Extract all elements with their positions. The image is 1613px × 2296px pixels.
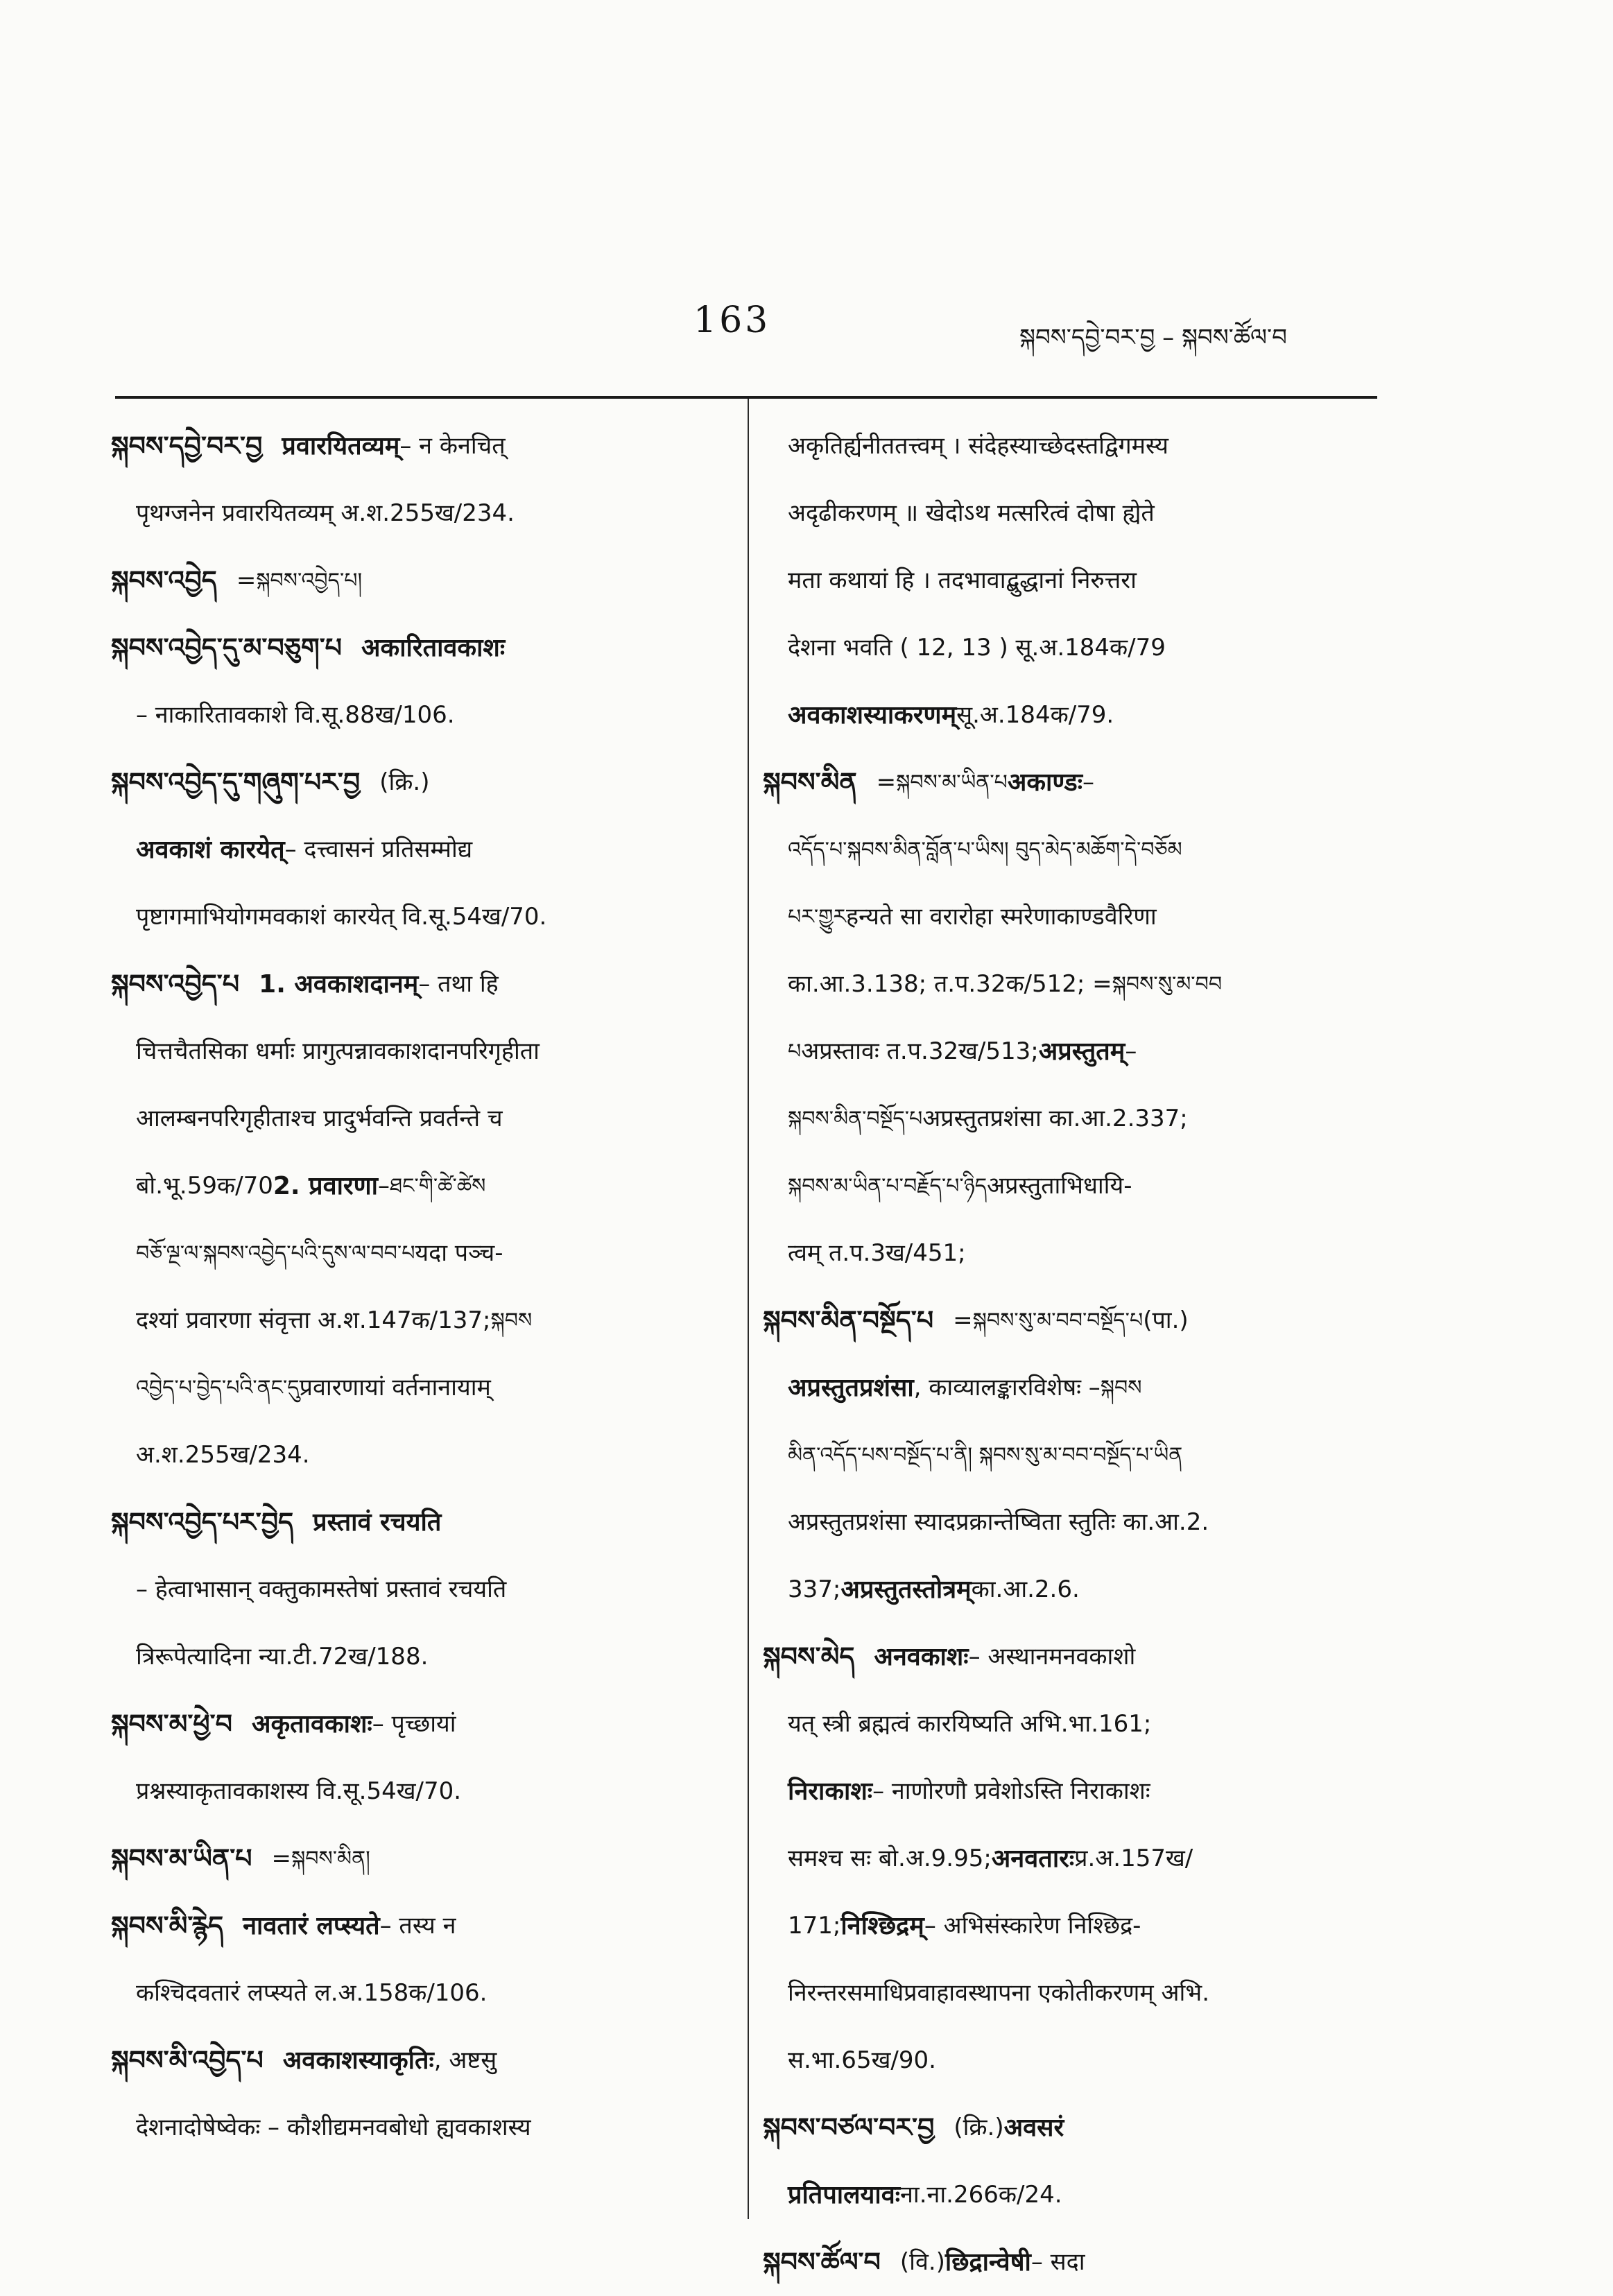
sanskrit-term: 2. प्रवारणा [273, 1171, 379, 1200]
text-segment: , अष्टसु [433, 2046, 497, 2075]
entry-text-line [763, 1220, 1359, 1287]
text-segment: यदा पञ्च- [415, 1239, 503, 1268]
text-segment: चित्तचैतसिका धर्माः प्रागुत्पन्नावकाशदानपरिगृहीता [136, 1037, 540, 1066]
sanskrit-term: अप्रस्तुतस्तोत्रम् [840, 1575, 972, 1604]
tibetan-headword: སྐབས་འབྱེད་དུ་གཞུག་པར་བྱ [111, 766, 361, 797]
entry-headword-line [111, 547, 721, 614]
text-segment: कश्चिदवतारं लप्स्यते ल.अ.158क/106. [136, 1979, 488, 2008]
text-segment: प्र.अ.157ख/ [1074, 1845, 1193, 1873]
tibetan-headword: སྐབས་མི་འབྱེད་པ [111, 2044, 264, 2075]
tibetan-headword: སྐབས་མ་ཡིན་པ [111, 1842, 252, 1874]
text-segment: = [953, 1306, 973, 1335]
entry-text-line [111, 883, 721, 951]
entry-headword-line [111, 1489, 721, 1556]
entry-text-line [111, 1960, 721, 2027]
text-segment: (पा.) [1143, 1306, 1189, 1335]
sanskrit-term: 1. अवकाशदानम् [259, 969, 419, 999]
entry-text-line [763, 1085, 1359, 1153]
tibetan-text: སྐབས [1100, 1375, 1142, 1400]
tibetan-headword: སྐབས་དབྱེ་བར་བྱ [111, 430, 263, 461]
sanskrit-term: प्रस्तावं रचयति [313, 1508, 442, 1537]
text-segment: त्रिरूपेत्यादिना न्या.टी.72ख/188. [136, 1643, 429, 1671]
text-segment: – तस्य न [379, 1912, 456, 1940]
sanskrit-term: निराकाशः [788, 1777, 873, 1806]
tibetan-headword: སྐབས་འབྱེད་པ [111, 968, 240, 999]
text-segment: – [1125, 1037, 1137, 1066]
sanskrit-term: अनवतारः [991, 1844, 1075, 1873]
tibetan-headword: སྐབས་མེད [763, 1641, 855, 1672]
entry-text-line [111, 816, 721, 883]
text-segment: मता कथायां हि । तदभावाद्बुद्धानां निरुत्तरा [788, 567, 1137, 595]
tibetan-text: སྐབས [490, 1308, 533, 1333]
tibetan-headword: སྐབས་བཙལ་བར་བྱ [763, 2112, 935, 2143]
sanskrit-term: अवसरं [1003, 2113, 1064, 2142]
text-segment: आलम्बनपरिगृहीताश्च प्रादुर्भवन्ति प्रवर्तन्ते च [136, 1105, 503, 1133]
entry-text-line [763, 1153, 1359, 1220]
text-segment: अप्रस्तुतप्रशंसा का.आ.2.337; [922, 1105, 1188, 1133]
right-column [763, 413, 1359, 2296]
entry-text-line [111, 1758, 721, 1825]
text-segment: का.आ.3.138; त.प.32क/512; = [788, 970, 1112, 999]
entry-headword-line [763, 2094, 1359, 2161]
text-segment: = [876, 768, 897, 797]
sanskrit-term: अप्रस्तुतम् [1038, 1037, 1125, 1066]
sanskrit-term: नावतारं लप्स्यते [243, 1911, 380, 1940]
text-segment: दश्यां प्रवारणा संवृत्ता अ.श.147क/137; [136, 1306, 491, 1335]
entry-headword-line [111, 614, 721, 682]
text-segment: पृष्टागमाभियोगमवकाशं कारयेत् वि.सू.54ख/70. [136, 903, 547, 931]
entry-text-line [763, 883, 1359, 951]
entry-text-line [763, 1354, 1359, 1422]
text-segment: – नाणोरणौ प्रवेशोऽस्ति निराकाशः [872, 1777, 1150, 1806]
header-rule [115, 396, 1377, 399]
tibetan-text: པ [788, 1039, 802, 1064]
tibetan-text: པར་གྱུར [788, 904, 847, 929]
sanskrit-term: प्रतिपालयावः [788, 2180, 901, 2209]
entry-text-line [763, 1691, 1359, 1758]
tibetan-text: ཐང་གི་ཚེ་ཚེས [390, 1173, 486, 1198]
text-segment: – अस्थानमनवकाशो [968, 1643, 1136, 1671]
tibetan-text: སྐབས་འབྱེད་པ། [256, 568, 363, 593]
text-segment: = [236, 567, 257, 595]
text-segment: यत् स्त्री ब्रह्मत्वं कारयिष्यति अभि.भा.161; [788, 1710, 1152, 1738]
entry-text-line [763, 480, 1359, 547]
tibetan-text: སྐབས་མ་ཡིན་པ་བརྗོད་པ་ཉིད [788, 1173, 987, 1198]
text-segment: त्वम् त.प.3ख/451; [788, 1239, 966, 1268]
tibetan-headword: སྐབས་མི་རྙེད [111, 1910, 224, 1941]
text-segment: अप्रस्तावः त.प.32ख/513; [801, 1037, 1039, 1066]
entry-text-line [763, 1556, 1359, 1623]
entry-text-line [111, 682, 721, 749]
text-segment: – हेत्वाभासान् वक्तुकामस्तेषां प्रस्तावं रचयति [136, 1576, 507, 1604]
text-segment: – अभिसंस्कारेण निश्छिद्र- [924, 1912, 1141, 1940]
text-segment: – दत्त्वासनं प्रतिसम्मोद्य [284, 836, 473, 864]
entry-text-line [111, 1085, 721, 1153]
text-segment: प्रश्नस्याकृतावकाशस्य वि.सू.54ख/70. [136, 1777, 462, 1806]
tibetan-headword: སྐབས་མིན་བསྔོད་པ [763, 1304, 934, 1336]
sanskrit-term: अवकाशस्याकृतिः [282, 2046, 434, 2075]
entry-text-line [111, 1220, 721, 1287]
entry-headword-line [763, 1623, 1359, 1691]
entry-text-line [111, 1623, 721, 1691]
sanskrit-term: अनवकाशः [874, 1642, 969, 1671]
entry-text-line [763, 413, 1359, 480]
text-segment: पृथग्जनेन प्रवारयितव्यम् अ.श.255ख/234. [136, 499, 515, 528]
entry-headword-line [763, 749, 1359, 816]
entry-text-line [763, 614, 1359, 682]
tibetan-text: སྐབས་མིན་བསྔོད་པ [788, 1106, 923, 1131]
tibetan-text: སྐབས་མ་ཡིན་པ [896, 770, 1008, 795]
sanskrit-term: अकारितावकाशः [361, 633, 506, 662]
entry-headword-line [111, 413, 721, 480]
tibetan-headword: སྐབས་མིན [763, 766, 857, 797]
entry-text-line [111, 1422, 721, 1489]
entry-text-line [111, 1556, 721, 1623]
text-segment: – सदा [1030, 2248, 1085, 2277]
tibetan-text: འབྱེད་པ་བྱེད་པའི་ནང་དུ [136, 1375, 300, 1400]
entry-text-line [763, 1960, 1359, 2027]
text-segment: अप्रस्तुतप्रशंसा स्यादप्रक्रान्तेष्विता स्तुतिः का.आ.2. [788, 1508, 1209, 1537]
text-segment: देशनादोषेष्वेकः – कौशीद्यमनवबोधो ह्यवकाशस्य [136, 2114, 531, 2142]
text-segment: , काव्यालङ्कारविशेषः – [913, 1374, 1101, 1402]
entry-headword-line [111, 2027, 721, 2094]
text-segment: अ.श.255ख/234. [136, 1441, 310, 1469]
entry-headword-line [111, 1825, 721, 1892]
text-segment: – [1082, 768, 1094, 797]
entry-text-line [763, 682, 1359, 749]
text-segment: – तथा हि [418, 970, 499, 999]
entry-text-line [763, 547, 1359, 614]
text-segment: (क्रि.) [954, 2114, 1004, 2142]
tibetan-headword: སྐབས་འབྱེད་པར་བྱེད [111, 1506, 294, 1537]
left-column [111, 413, 721, 2161]
entry-text-line [763, 1892, 1359, 1960]
text-segment: – [378, 1172, 390, 1200]
tibetan-headword: སྐབས་འབྱེད་དུ་མ་བཅུག་པ [111, 632, 343, 663]
text-segment: (क्रि.) [379, 768, 430, 797]
text-segment: स.भा.65ख/90. [788, 2046, 936, 2075]
text-segment: अप्रस्तुताभिधायि- [987, 1172, 1132, 1200]
tibetan-text: འདོད་པ་སྐབས་མིན་བློན་པ་ཡིས། བུད་མེད་མཆོག་དེ་བཅོམ [788, 837, 1182, 862]
entry-headword-line [111, 749, 721, 816]
entry-text-line [763, 2027, 1359, 2094]
text-segment: निरन्तरसमाधिप्रवाहावस्थापना एकोतीकरणम् अभि. [788, 1979, 1210, 2008]
text-segment: (वि.) [899, 2248, 945, 2277]
tibetan-headword: སྐབས་མ་ཕྱེ་བ [111, 1708, 232, 1739]
text-segment: 337; [788, 1576, 841, 1604]
entry-text-line [111, 1287, 721, 1354]
entry-text-line [763, 2161, 1359, 2229]
tibetan-text: མིན་འདོད་པས་བསྔོད་པ་ནི། སྐབས་སུ་མ་བབ་བསྔོད་པ་ཡིན [788, 1442, 1183, 1467]
entry-text-line [111, 480, 721, 547]
sanskrit-term: प्रवारयितव्यम् [282, 431, 400, 460]
tibetan-headword: སྐབས་འབྱེད [111, 564, 217, 596]
sanskrit-term: अवकाशं कारयेत् [136, 835, 285, 864]
sanskrit-term: अवकाशस्याकरणम् [788, 700, 957, 730]
entry-text-line [111, 1018, 721, 1085]
text-segment: अकृतिर्ह्यनीततत्त्वम् । संदेहस्याच्छेदस्तद्विगमस्य [788, 432, 1168, 460]
text-segment: अदृढीकरणम् ॥ खेदोऽथ मत्सरित्वं दोषा ह्येते [788, 499, 1155, 528]
entry-text-line [763, 1489, 1359, 1556]
entry-text-line [763, 1825, 1359, 1892]
sanskrit-term: अकाण्डः [1007, 768, 1082, 797]
text-segment: – नाकारितावकाशे वि.सू.88ख/106. [136, 701, 455, 730]
text-segment: देशना भवति ( 12, 13 ) सू.अ.184क/79 [788, 634, 1166, 662]
text-segment: समश्च सः बो.अ.9.95; [788, 1845, 992, 1873]
entry-headword-line [111, 1691, 721, 1758]
tibetan-text: སྐབས་མིན། [291, 1846, 370, 1871]
text-segment: का.आ.2.6. [971, 1576, 1080, 1604]
entry-text-line [763, 816, 1359, 883]
entry-headword-line [763, 1287, 1359, 1354]
sanskrit-term: निश्छिद्रम् [840, 1911, 924, 1940]
entry-text-line [111, 1354, 721, 1422]
entry-text-line [763, 1422, 1359, 1489]
sanskrit-term: अप्रस्तुतप्रशंसा [788, 1373, 914, 1402]
running-head: སྐབས་དབྱེ་བར་བྱ – སྐབས་ཚོལ་བ [1019, 324, 1287, 352]
text-segment: – पृच्छायां [372, 1710, 456, 1738]
entry-text-line [763, 1758, 1359, 1825]
text-segment: 171; [788, 1912, 841, 1940]
entry-text-line [111, 2094, 721, 2161]
text-segment: – न केनचित् [399, 432, 506, 460]
tibetan-text: སྐབས་སུ་མ་བབ་བསྔོད་པ [972, 1308, 1144, 1333]
entry-text-line [763, 951, 1359, 1018]
text-segment: ना.ना.266क/24. [900, 2181, 1062, 2209]
entry-text-line [763, 1018, 1359, 1085]
text-segment: = [271, 1845, 292, 1873]
sanskrit-term: अकृतावकाशः [252, 1709, 372, 1738]
entry-text-line [111, 1153, 721, 1220]
entry-headword-line [763, 2229, 1359, 2296]
text-segment: सू.अ.184क/79. [956, 701, 1114, 730]
text-segment: प्रवारणायां वर्तनानायाम् [299, 1374, 491, 1402]
text-segment: हन्यते सा वरारोहा स्मरेणाकाण्डवैरिणा [846, 903, 1157, 931]
tibetan-headword: སྐབས་ཚོལ་བ [763, 2246, 881, 2277]
entry-headword-line [111, 951, 721, 1018]
tibetan-text: སྐབས་སུ་མ་བབ [1112, 972, 1223, 996]
entry-headword-line [111, 1892, 721, 1960]
sanskrit-term: छिद्रान्वेषी [944, 2247, 1031, 2277]
tibetan-text: བཅོ་ལྔ་ལ་སྐབས་འབྱེད་པའི་དུས་ལ་བབ་པ [136, 1241, 415, 1266]
text-segment: बो.भू.59क/70 [136, 1172, 273, 1200]
page-number: 163 [693, 300, 771, 341]
column-divider [748, 399, 749, 2219]
